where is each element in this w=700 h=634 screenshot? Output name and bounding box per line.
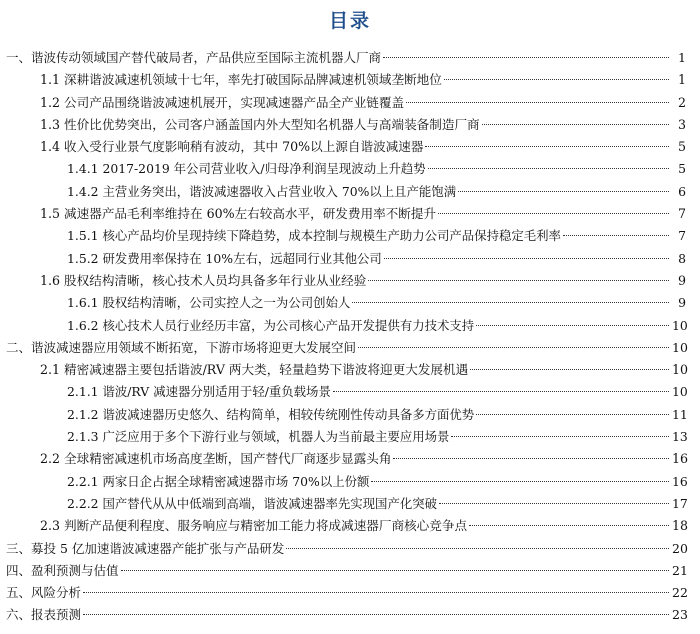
toc-entry-text: 2.1.3 广泛应用于多个下游行业与领域，机器人为当前最主要应用场景	[67, 429, 450, 445]
dot-leader	[444, 79, 669, 80]
toc-entry-level-3[interactable]	[0, 381, 700, 403]
toc-entry-level-3[interactable]	[0, 225, 700, 247]
toc-page-number: 10	[672, 339, 688, 355]
toc-page-number: 5	[677, 139, 686, 155]
toc-entry-text: 2.1.2 谐波减速器历史悠久、结构简单，相较传统刚性传动具备多方面优势	[67, 406, 475, 422]
toc-entry-level-2[interactable]	[0, 69, 700, 91]
toc-entry-level-1[interactable]	[0, 47, 700, 69]
toc-entry-text: 1.2 公司产品围绕谐波减速机展开，实现减速器产品全产业链覆盖	[40, 94, 405, 110]
toc-entry-text: 1.6.2 核心技术人员行业经历丰富，为公司核心产品开发提供有力技术支持	[67, 317, 475, 333]
toc-entry-level-2[interactable]	[0, 203, 700, 225]
toc-entry-level-1[interactable]	[0, 337, 700, 359]
toc-entry-text: 五、风险分析	[6, 585, 82, 601]
toc-page-number: 6	[678, 183, 686, 199]
toc-entry-level-3[interactable]	[0, 471, 700, 493]
dot-leader	[470, 369, 669, 370]
toc-entry-level-3[interactable]	[0, 292, 700, 314]
toc-page-number: 16	[672, 451, 689, 467]
toc-entry-level-2[interactable]	[0, 114, 700, 136]
toc-page-number: 1	[678, 50, 686, 65]
dot-leader	[333, 391, 669, 392]
toc-entry-text: 1.5.1 核心产品均价呈现持续下降趋势，成本控制与规模生产助力公司产品保持稳定毛利率	[67, 228, 561, 244]
toc-page-number: 5	[678, 161, 686, 177]
toc-page-number: 8	[678, 250, 686, 266]
dot-leader	[476, 325, 669, 326]
toc-entry-level-3[interactable]	[0, 315, 700, 337]
toc-entry-level-3[interactable]	[0, 426, 700, 448]
toc-entry-text: 1.4.2 主营业务突出，谐波减速器收入占营业收入 70%以上且产能饱满	[67, 183, 457, 199]
toc-page-number: 10	[672, 317, 688, 333]
dot-leader	[482, 124, 669, 125]
toc-entry-level-2[interactable]	[0, 92, 700, 114]
toc-entry-text: 1.5 减速器产品毛利率维持在 60%左右较高水平，研发费用率不断提升	[40, 206, 437, 222]
toc-page-number: 10	[672, 362, 689, 378]
dot-leader	[286, 548, 669, 549]
toc-entry-level-1[interactable]	[0, 538, 700, 560]
toc-entry-text: 2.3 判断产品便利程度、服务响应与精密加工能力将成减速器厂商核心竞争点	[40, 518, 468, 534]
toc-entry-level-3[interactable]	[0, 404, 700, 426]
toc-entry-text: 1.4 收入受行业景气度影响稍有波动，其中 70%以上源自谐波减速器	[40, 139, 424, 155]
dot-leader	[406, 102, 669, 103]
toc-page-number: 9	[677, 272, 686, 288]
toc-entry-level-3[interactable]	[0, 158, 700, 180]
toc-entry-level-1[interactable]	[0, 604, 700, 626]
dot-leader	[451, 436, 669, 437]
toc-entry-level-2[interactable]	[0, 359, 700, 381]
dot-leader	[469, 525, 669, 526]
toc-entry-text: 1.4.1 2017-2019 年公司营业收入/归母净利润呈现波动上升趋势	[67, 161, 426, 177]
toc-page-number: 3	[677, 116, 686, 132]
dot-leader	[383, 57, 669, 58]
toc-page-number: 13	[672, 429, 688, 445]
toc-entry-text: 1.3 性价比优势突出，公司客户涵盖国内外大型知名机器人与高端装备制造厂商	[40, 116, 480, 132]
toc-page-number: 17	[672, 495, 688, 511]
toc-entry-text: 二、谐波减速器应用领域不断拓宽，下游市场将迎更大发展空间	[6, 339, 357, 355]
toc-entry-text: 1.1 深耕谐波减速机领域十七年，率先打破国际品牌减速机领域垄断地位	[40, 72, 442, 88]
dot-leader	[371, 481, 669, 482]
toc-title: 目录	[328, 10, 371, 32]
toc-page-number: 7	[677, 206, 686, 222]
dot-leader	[368, 280, 669, 281]
dot-leader	[458, 191, 669, 192]
dot-leader	[438, 213, 669, 214]
toc-entry-level-2[interactable]	[0, 515, 700, 537]
toc-entry-level-3[interactable]	[0, 181, 700, 203]
table-of-contents	[0, 47, 700, 627]
toc-page-number: 18	[672, 518, 689, 534]
dot-leader	[563, 235, 669, 236]
toc-entry-text: 三、募投 5 亿加速谐波减速器产能扩张与产品研发	[6, 540, 285, 556]
toc-entry-text: 2.1.1 谐波/RV 减速器分别适用于轻/重负载场景	[67, 384, 331, 400]
toc-entry-text: 六、报表预测	[6, 607, 82, 623]
toc-entry-level-3[interactable]	[0, 493, 700, 515]
dot-leader	[476, 414, 669, 415]
dot-leader	[439, 503, 669, 504]
toc-page-number: 2	[677, 94, 686, 110]
toc-page-number: 9	[678, 295, 686, 311]
toc-page-number: 16	[672, 473, 688, 489]
toc-entry-text: 2.1 精密减速器主要包括谐波/RV 两大类，轻量趋势下谐波将迎更大发展机遇	[40, 362, 469, 378]
toc-entry-level-3[interactable]	[0, 248, 700, 270]
toc-entry-text: 1.5.2 研发费用率保持在 10%左右，远超同行业其他公司	[67, 250, 382, 266]
toc-page-number: 22	[672, 585, 688, 601]
toc-entry-text: 2.2 全球精密减速机市场高度垄断，国产替代厂商逐步显露头角	[40, 451, 392, 467]
dot-leader	[425, 146, 669, 147]
toc-page-number: 11	[672, 406, 688, 422]
toc-entry-level-1[interactable]	[0, 582, 700, 604]
dot-leader	[358, 347, 669, 348]
dot-leader	[352, 302, 669, 303]
toc-page-number: 7	[678, 228, 686, 244]
toc-entry-text: 1.6 股权结构清晰，核心技术人员均具备多年行业从业经验	[40, 272, 367, 288]
dot-leader	[428, 168, 669, 169]
toc-entry-text: 2.2.1 两家日企占据全球精密减速器市场 70%以上份额	[67, 473, 370, 489]
toc-entry-level-2[interactable]	[0, 448, 700, 470]
toc-entry-text: 一、谐波传动领域国产替代破局者，产品供应至国际主流机器人厂商	[6, 50, 382, 65]
dot-leader	[121, 570, 669, 571]
toc-page-number: 1	[677, 72, 686, 88]
dot-leader	[393, 458, 669, 459]
dot-leader	[384, 258, 669, 259]
toc-entry-level-1[interactable]	[0, 560, 700, 582]
toc-entry-level-2[interactable]	[0, 136, 700, 158]
toc-entry-text: 四、盈利预测与估值	[6, 562, 119, 578]
toc-entry-text: 1.6.1 股权结构清晰，公司实控人之一为公司创始人	[67, 295, 351, 311]
toc-page-number: 10	[672, 384, 688, 400]
toc-page-number: 23	[672, 607, 688, 623]
toc-page-number: 20	[672, 540, 688, 556]
dot-leader	[83, 592, 669, 593]
toc-entry-text: 2.2.2 国产替代从从中低端到高端，谐波减速器率先实现国产化突破	[67, 495, 438, 511]
toc-entry-level-2[interactable]	[0, 270, 700, 292]
toc-page-number: 21	[672, 562, 688, 578]
dot-leader	[83, 614, 669, 615]
